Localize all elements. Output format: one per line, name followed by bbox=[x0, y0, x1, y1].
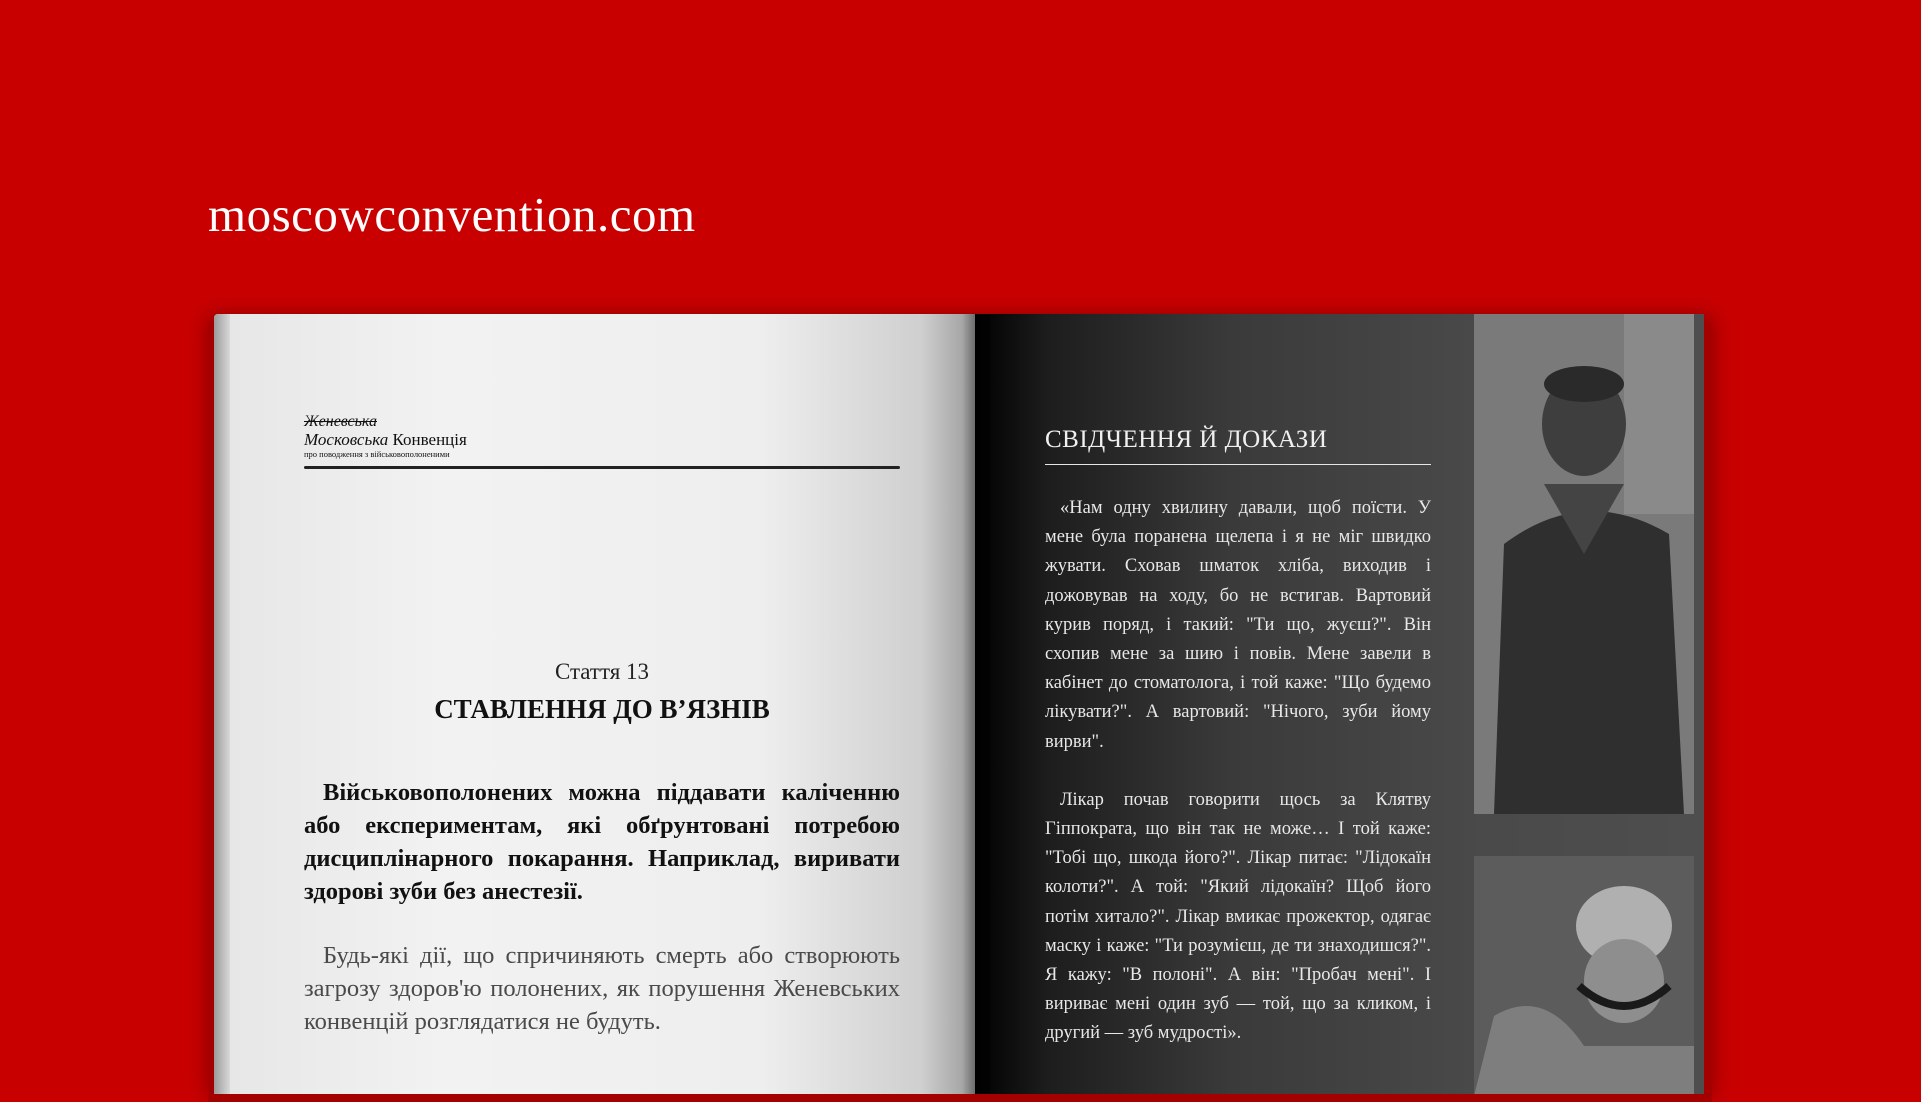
quote-paragraph: Лікар почав говорити щось за Клятву Гіппократа, що він так не може… І той каже: "Тобі що, шкода його?". Лікар питає: "Лідокаїн колоти?". А той: "Який лідокаїн? Щоб його потім хитало?". Лікар вмикає прожектор, одягає маску і каже: "Ти розумієш, де ти знаходишся?". Я кажу: "В полоні". А він: "Пробач мені". І вириває мені один зуб — той, що за кликом, і другий — зуб мудрості». bbox=[1045, 789, 1431, 1044]
right-page bbox=[975, 314, 1704, 1094]
article-number: Стаття 13 bbox=[554, 659, 650, 684]
article-title: СТАВЛЕННЯ ДО В’ЯЗНІВ bbox=[434, 694, 770, 724]
convention-logo bbox=[304, 414, 467, 459]
prisoner-photo-top bbox=[1474, 314, 1694, 814]
logo-struck-word: Женевська bbox=[304, 413, 377, 430]
left-page bbox=[214, 314, 975, 1094]
logo-word: Конвенція bbox=[392, 430, 467, 449]
article-bold-paragraph: Військовополонених можна піддавати каліченню або експериментам, які обґрунтовані потребою дисциплінарного покарання. Наприклад, виривати здорові зуби без анестезії. bbox=[304, 779, 900, 905]
section-divider bbox=[1045, 464, 1431, 465]
header-divider bbox=[304, 466, 900, 469]
logo-title bbox=[304, 431, 467, 448]
article-plain-paragraph: Будь-які дії, що спричиняють смерть або створюють загрозу здоров'ю полонених, як порушення Женевських конвенцій розглядатися не будуть. bbox=[304, 942, 900, 1035]
logo-italic-word: Московська bbox=[304, 430, 389, 449]
open-booklet bbox=[214, 314, 1704, 1094]
testimony-quote bbox=[1045, 494, 1431, 1049]
quote-paragraph: «Нам одну хвилину давали, щоб поїсти. У мене була поранена щелепа і я не міг швидко жувати. Сховав шматок хліба, виходив і дожовував на ходу, бо не встигав. Вартовий курив поряд, і такий: "Ти що, жуєш?". Він схопив мене за шию і повів. Мене завели в кабінет до стоматолога, і той каже: "Що будемо лікувати?". А вартовий: "Нічого, зуби йому вирви". bbox=[1045, 498, 1431, 752]
book-spine-shadow bbox=[962, 314, 990, 1094]
site-url: moscowconvention.com bbox=[208, 187, 696, 242]
section-title: СВІДЧЕННЯ Й ДОКАЗИ bbox=[1045, 426, 1328, 453]
prisoner-photo-bottom bbox=[1474, 856, 1694, 1094]
logo-subtitle: про поводження з військовополоненими bbox=[304, 449, 450, 459]
